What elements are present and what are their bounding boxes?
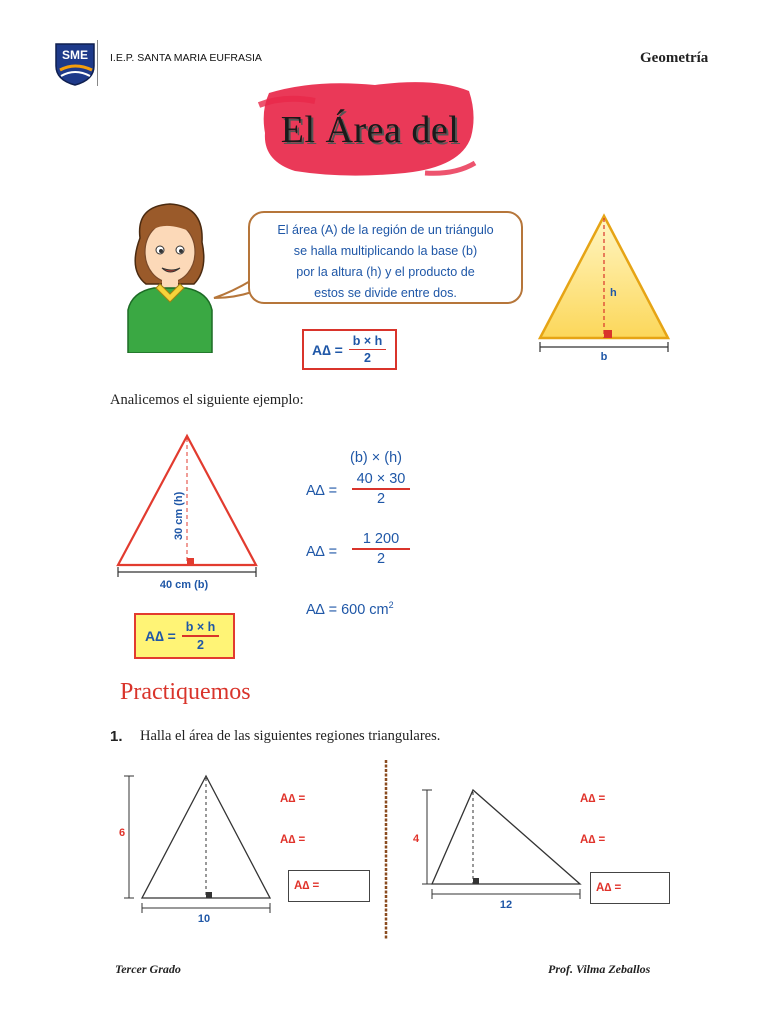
exercise-number: 1. (110, 728, 123, 745)
problem-2-triangle (405, 780, 590, 915)
area-formula-box (302, 329, 397, 370)
problem-1-base: 10 (197, 913, 211, 925)
step1-denominator: 2 (376, 490, 386, 507)
problem-1-height: 6 (119, 827, 126, 839)
step1-fraction (352, 471, 410, 507)
problem-1-answer-box[interactable] (288, 870, 370, 902)
result (306, 600, 394, 618)
yellow-triangle-diagram (534, 210, 674, 370)
formula-lhs: A∆ = (145, 628, 176, 644)
problem-1-answer-label-2: A∆ = (280, 834, 306, 846)
problem-2-height: 4 (413, 833, 420, 845)
example-intro: Analicemos el siguiente ejemplo: (110, 392, 304, 408)
step1-header: (b) × (h) (350, 450, 402, 466)
formula-fraction (182, 620, 220, 652)
step1-numerator: 40 × 30 (356, 471, 406, 487)
step1-lhs: A∆ = (306, 483, 338, 499)
step2-numerator: 1 200 (362, 531, 400, 547)
example-formula-box (134, 613, 235, 659)
formula-numerator: b × h (352, 333, 383, 348)
problem-2-answer-label-2: A∆ = (580, 834, 606, 846)
problem-1-triangle (115, 768, 280, 928)
result-exponent: 2 (388, 600, 394, 610)
footer-grade: Tercer Grado (115, 962, 181, 976)
vertical-divider (382, 760, 390, 940)
formula-fraction (349, 334, 387, 366)
step2-fraction (352, 531, 410, 567)
worked-solution (300, 448, 440, 628)
bubble-line-2: se halla multiplicando la base (b) (293, 244, 478, 258)
formula-lhs: A∆ = (312, 341, 343, 358)
definition-speech-bubble (248, 211, 523, 304)
problem-2-answer-box[interactable] (590, 872, 670, 904)
fraction-bar (182, 635, 220, 637)
example-base-label: 40 cm (b) (159, 579, 209, 591)
result-text: A∆ = 600 cm (306, 601, 389, 618)
bubble-line-4: estos se divide entre dos. (314, 286, 457, 300)
fraction-bar (349, 349, 387, 351)
example-height-label: 30 cm (h) (173, 491, 185, 540)
school-name: I.E.P. SANTA MARIA EUFRASIA (110, 52, 262, 64)
fraction-bar (352, 488, 410, 490)
footer-teacher: Prof. Vilma Zeballos (548, 962, 651, 976)
girl-illustration (118, 198, 218, 353)
school-logo (52, 40, 98, 86)
base-label: b (600, 351, 608, 363)
formula-denominator: 2 (197, 637, 204, 652)
problem-2-answer-label-1: A∆ = (580, 793, 606, 805)
step2-lhs: A∆ = (306, 544, 338, 560)
problem-2-base: 12 (499, 899, 513, 911)
height-label: h (610, 287, 617, 299)
problem-1-answer-label-3: A∆ = (294, 880, 320, 892)
formula-denominator: 2 (364, 351, 371, 366)
logo-text: SME (61, 48, 89, 62)
bubble-line-3: por la altura (h) y el producto de (296, 265, 475, 279)
exercise-text: Halla el área de las siguientes regiones triangulares. (140, 728, 441, 744)
subject-label: Geometría (640, 50, 709, 66)
header-divider (97, 40, 98, 86)
problem-1-answer-label-1: A∆ = (280, 793, 306, 805)
bubble-line-1: El área (A) de la región de un triángulo (277, 223, 494, 237)
step2-denominator: 2 (376, 550, 386, 567)
formula-numerator: b × h (185, 620, 216, 635)
problem-2-answer-label-3: A∆ = (596, 882, 622, 894)
page-title: El Área del (280, 109, 460, 151)
example-triangle-diagram (112, 430, 267, 595)
fraction-bar (352, 548, 410, 550)
practice-title: Practiquemos (120, 679, 251, 705)
